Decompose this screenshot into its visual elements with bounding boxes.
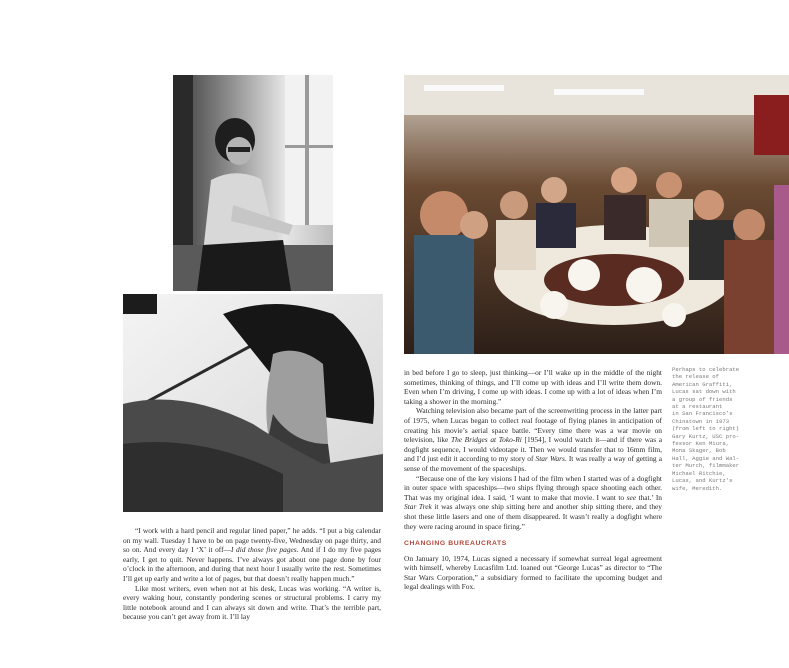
caption-line: Chinatown in 1973 [672,417,730,425]
caption-line: Lucas, and Kurtz’s [672,477,733,485]
caption-line: Perhaps to celebrate [672,366,740,373]
caption-line: in San Francisco’s [672,410,733,418]
caption-line: wife, Meredith. [672,484,723,492]
photo-caption [672,366,758,492]
caption-line: the release of [672,373,719,381]
caption-line: Hall, Aggie and Wal- [672,454,740,462]
caption-line: ter Murch, filmmaker [672,462,740,470]
paragraph: in bed before I go to sleep, just thinking—or I’ll wake up in the middle of the night sometimes, thinking of things, and I’ll come up with ideas and I’ll write them down. Even when I’m driving, I come up with ideas. I come up with a lot of ideas when I’m taking a shower in the morning.” [404,368,662,406]
paragraph: “Because one of the key visions I had of the film when I started was of a dogfight in outer space with spaceships—two ships flying through space shooting each other. That was my original idea. I said, ‘I want to make that movie. I want to see that.’ In Star Trek it was always one ship sitting here and another ship sitting there, and they shot these little lasers and one of them disappeared. It wasn’t really a dogfight where they were racing around in space firing.” [404,473,662,531]
caption-line: Lucas sat down with [672,388,736,396]
photo-restaurant-dinner [404,75,789,354]
paragraph: Watching television also became part of the screenwriting process in the latter part of 1975, when Lucas began to collect real footage of flying planes in anticipation of creating his movie’s aerial space battle. “Every time there was a war movie on television, like The Bridges at Toko-Ri [1954], I would watch it—and if there was a dogfight sequence, I would videotape it. Then we would transfer that to 16mm film, and I’d just edit it according to my story of Star Wars. It was really a way of getting a sense of the movement of the spaceships. [404,406,662,473]
caption-line: Mona Skager, Bob [672,447,726,455]
caption-line: at a restaurant [672,403,723,411]
photo-profile-closeup [123,294,383,512]
caption-line: fessor Ken Miura, [672,440,730,448]
body-text-right-column [404,368,662,592]
paragraph: “I work with a hard pencil and regular lined paper,” he adds. “I put a big calendar on my wall. Tuesday I have to be on page twenty-five, Wednesday on page thirty, and so on. And every day I ‘X’ it off—I did those five pages. And if I do my five pages early, I get to quit. Never happens. I’ve always got about one page done by four o’clock in the afternoon, and during that next hour I usually write the rest. Sometimes I’ll get up early and write a lot of pages, but that doesn’t really happen much.” [123,526,381,583]
caption-line: a group of friends [672,395,733,403]
section-subheading: CHANGING BUREAUCRATS [404,540,507,548]
body-text-left-column [123,526,381,622]
caption-line: (from left to right) [672,425,740,433]
caption-line: Michael Ritchie, [672,469,726,477]
photo-seated-man [173,75,333,291]
paragraph: On January 10, 1974, Lucas signed a necessary if somewhat surreal legal agreement with himself, whereby Lucasfilm Ltd. loaned out “George Lucas” as director to “The Star Wars Corporation,” a subsidiary formed to facilitate the upcoming budget and legal dealings with Fox. [404,553,662,592]
caption-line: American Graffiti, [672,380,733,388]
paragraph: Like most writers, even when not at his desk, Lucas was working. “A writer is, every waking hour, constantly pondering scenes or structural problems. I carry my little notebook around and I can always sit down and write. That’s the terrible part, because you can’t get away from it. I’ll lay [123,583,381,622]
caption-line: Gary Kurtz, USC pro- [672,432,740,440]
